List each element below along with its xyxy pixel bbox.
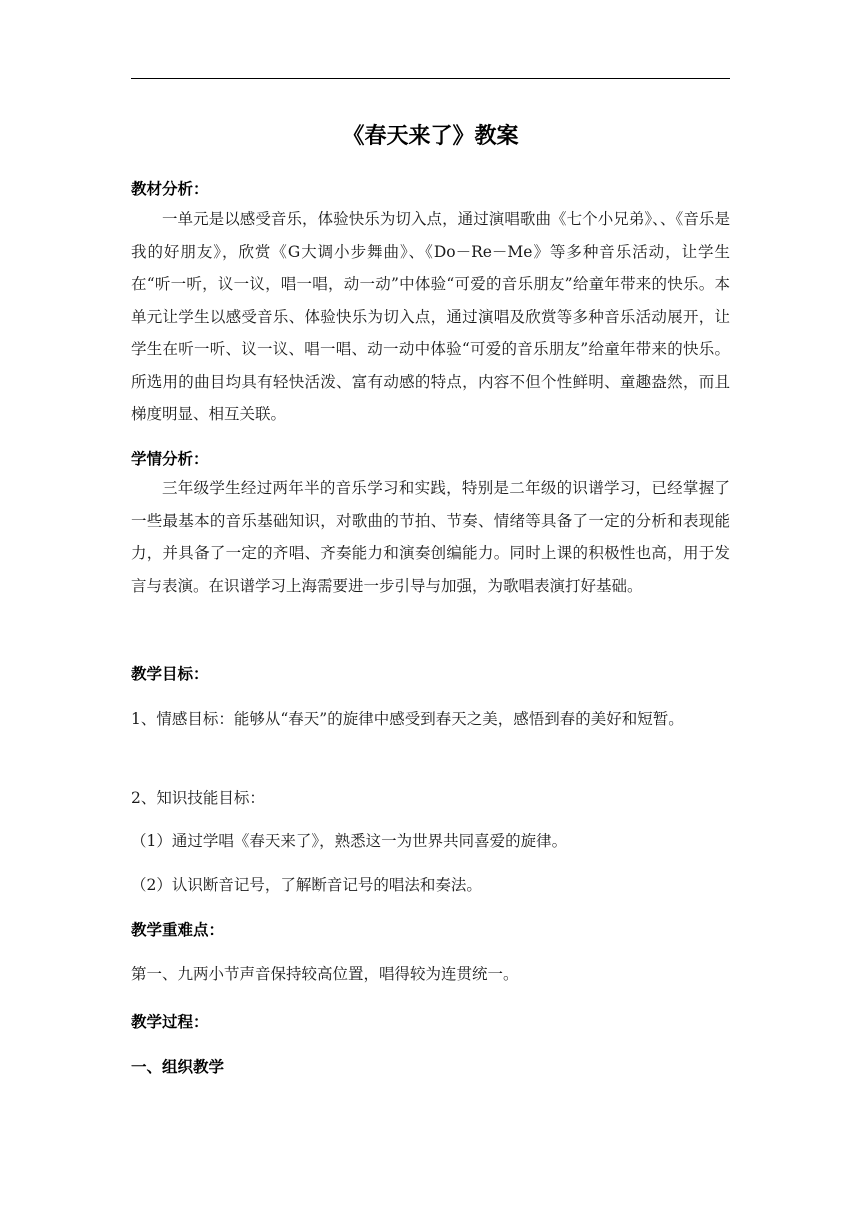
heading-objectives: 教学目标： xyxy=(131,665,209,683)
process-step-1: 一、组织教学 xyxy=(131,1058,225,1076)
document-title: 《春天来了》教案 xyxy=(342,124,519,149)
key-points-text: 第一、九两小节声音保持较高位置，唱得较为连贯统一。 xyxy=(131,965,519,983)
heading-key-points: 教学重难点： xyxy=(131,921,225,939)
objective-sub-item-2: （2）认识断音记号，了解断音记号的唱法和奏法。 xyxy=(131,876,482,894)
paragraph-textbook-analysis: 一单元是以感受音乐，体验快乐为切入点，通过演唱歌曲《七个小兄弟》、、《音乐是我的好朋友》，欣赏《G大调小步舞曲》、《Do－Re－Me》等多种音乐活动，让学生在“听一听，议一议，唱一唱，动一动”中体验“可爱的音乐朋友”给童年带来的快乐。本单元让学生以感受音乐、体验快乐为切入点，通过演唱及欣赏等多种音乐活动展开，让学生在听一听、议一议、唱一唱、动一动中体验“可爱的音乐朋友”给童年带来的快乐。所选用的曲目均具有轻快活泼、富有动感的特点，内容不但个性鲜明、童趣盎然，而且梯度明显、相互关联。 xyxy=(131,210,730,423)
objective-sub-item-1: （1）通过学唱《春天来了》，熟悉这一为世界共同喜爱的旋律。 xyxy=(131,832,568,850)
objective-item-1: 1、情感目标：能够从“春天”的旋律中感受到春天之美，感悟到春的美好和短暂。 xyxy=(131,710,684,728)
objective-item-2: 2、知识技能目标： xyxy=(131,789,265,807)
heading-textbook-analysis: 教材分析： xyxy=(131,180,209,198)
header-rule xyxy=(131,78,730,79)
paragraph-student-analysis: 三年级学生经过两年半的音乐学习和实践，特别是二年级的识谱学习，已经掌握了一些最基本的音乐基础知识，对歌曲的节拍、节奏、情绪等具备了一定的分析和表现能力，并具备了一定的齐唱、齐奏能力和演奏创编能力。同时上课的积极性也高，用于发言与表演。在识谱学习上海需要进一步引导与加强，为歌唱表演打好基础。 xyxy=(131,479,730,595)
heading-student-analysis: 学情分析： xyxy=(131,450,209,468)
heading-process: 教学过程： xyxy=(131,1013,209,1031)
